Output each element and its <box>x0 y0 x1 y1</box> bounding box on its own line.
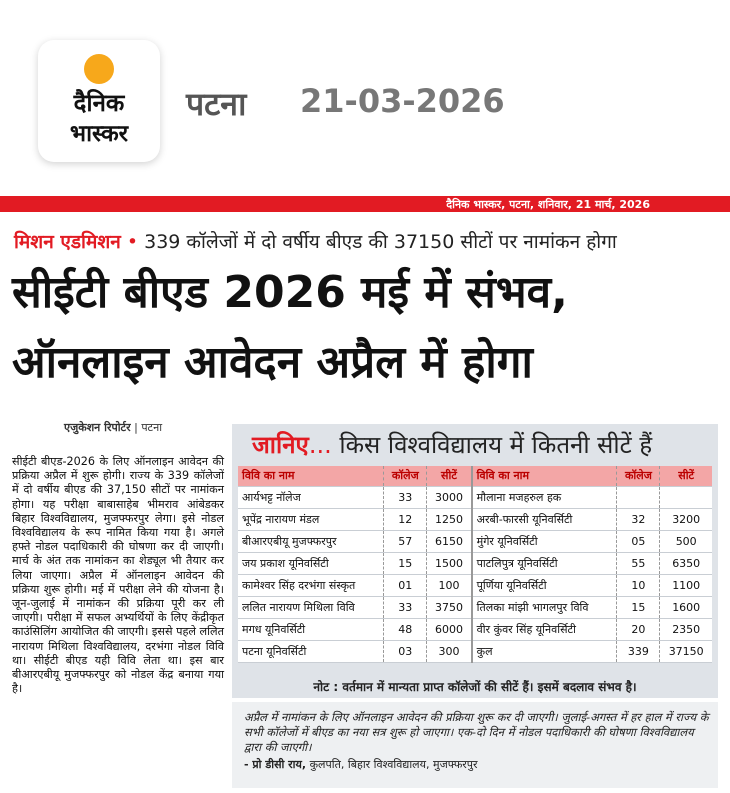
logo-text-line1: दैनिक <box>73 88 125 117</box>
table-row-cell: 1500 <box>427 552 472 574</box>
table-row <box>238 596 712 618</box>
box-title <box>252 428 652 461</box>
table-header-row-cell: कॉलेज <box>617 466 660 486</box>
quote-designation: कुलपति, बिहार विश्वविद्यालय, मुजफ्फरपुर <box>306 758 478 771</box>
table-row-cell: 3200 <box>660 508 712 530</box>
table-row-cell: अरबी-फारसी यूनिवर्सिटी <box>472 508 617 530</box>
table-header-row <box>238 466 712 486</box>
table-row-cell: 500 <box>660 530 712 552</box>
table-row <box>238 574 712 596</box>
page-strip <box>0 196 730 212</box>
box-title-dots: ... <box>308 431 332 459</box>
table-row-cell: 15 <box>617 596 660 618</box>
table-row-cell <box>617 486 660 508</box>
headline-line2: ऑनलाइन आवेदन अप्रैल में होगा <box>12 337 533 388</box>
table-row-cell: 3000 <box>427 486 472 508</box>
table-row <box>238 552 712 574</box>
table-row-cell: 1250 <box>427 508 472 530</box>
table-row-cell: 20 <box>617 618 660 640</box>
table-row-cell: आर्यभट्ट नॉलेज <box>238 486 384 508</box>
table-row-cell: पूर्णिया यूनिवर्सिटी <box>472 574 617 596</box>
table-row <box>238 618 712 640</box>
quote-citation <box>244 757 710 772</box>
table-row-cell: 01 <box>384 574 427 596</box>
kicker <box>14 228 617 254</box>
byline-name: एजुकेशन रिपोर्टर <box>64 421 131 434</box>
table-note: नोट : वर्तमान में मान्यता प्राप्त कॉलेजों की सीटें हैं। इसमें बदलाव संभव है। <box>313 680 637 694</box>
table-row-cell: 10 <box>617 574 660 596</box>
table-row-cell: बीआरएबीयू मुजफ्फरपुर <box>238 530 384 552</box>
quote-text: अप्रैल में नामांकन के लिए ऑनलाइन आवेदन की प्रक्रिया शुरू कर दी जाएगी। जुलाई-अगस्त में हर हाल में राज्य के सभी कॉलेजों में बीएड का नया सत्र शुरू हो जाएगा। एक-दो दिन में नोडल पदाधिकारी की घोषणा विश्वविद्यालय द्वारा की जाएगी। <box>244 710 709 754</box>
table-row-cell: तिलका मांझी भागलपुर विवि <box>472 596 617 618</box>
table-row-cell: कामेश्वर सिंह दरभंगा संस्कृत <box>238 574 384 596</box>
quote-author: - प्रो डीसी राय, <box>244 758 307 771</box>
headline-line1: सीईटी बीएड 2026 मई में संभव, <box>12 267 568 318</box>
table-row-cell: ललित नारायण मिथिला विवि <box>238 596 384 618</box>
kicker-label: मिशन एडमिशन <box>14 231 121 253</box>
app-header <box>0 0 730 190</box>
table-header-row-cell: सीटें <box>660 466 712 486</box>
table-row-cell: 6350 <box>660 552 712 574</box>
article-body: सीईटी बीएड-2026 के लिए ऑनलाइन आवेदन की प्रक्रिया अप्रैल में शुरू होगी। राज्य के 339 कॉलेजों में दो वर्षीय बीएड की 37,150 सीटों पर नामांकन होगा। यह परीक्षा बाबासाहेब भीमराव आंबेडकर बिहार विश्वविद्यालय, मुजफ्फरपुर लेगा। इसे नोडल विश्वविद्यालय के रूप नामित किया गया है। अगले हफ्ते नोडल पदाधिकारी की घोषणा कर दी जाएगी। मार्च के अंत तक नामांकन का शेड्यूल भी तैयार कर लिया जाएगा। अप्रैल में ऑनलाइन आवेदन की प्रक्रिया शुरू होगी। मई में परीक्षा लेने की योजना है। जून-जुलाई में नामांकन की प्रक्रिया पूरी कर ली जाएगी। परीक्षा में सफल अभ्यर्थियों के लिए केंद्रीकृत काउंसिलिंग आयोजित की जाएगी। इससे पहले ललित नारायण मिथिला विश्वविद्यालय, दरभंगा नोडल विवि था। सीईटी बीएड यही विवि लेता था। इस बार बीआरएबीयू मुजफ्फरपुर को नोडल केंद्र बनाया गया है। <box>12 455 224 696</box>
table-row <box>238 486 712 508</box>
table-row-cell: 33 <box>384 486 427 508</box>
table-row-cell: मुंगेर यूनिवर्सिटी <box>472 530 617 552</box>
table-row <box>238 530 712 552</box>
table-row-cell <box>660 486 712 508</box>
table-row-cell: 12 <box>384 508 427 530</box>
kicker-dot: • <box>126 231 139 253</box>
logo-text-line2: भास्कर <box>69 120 129 147</box>
table-row <box>238 640 712 662</box>
table-header-row-cell: विवि का नाम <box>238 466 384 486</box>
table-row-cell: 32 <box>617 508 660 530</box>
seats-table <box>238 466 712 663</box>
table-row-cell: 37150 <box>660 640 712 662</box>
table-row-cell: 339 <box>617 640 660 662</box>
edition-date: 21-03-2026 <box>300 82 505 120</box>
table-row-cell: 48 <box>384 618 427 640</box>
table-row <box>238 508 712 530</box>
table-row-cell: 05 <box>617 530 660 552</box>
table-header-row-cell: सीटें <box>427 466 472 486</box>
table-row-cell: वीर कुंवर सिंह यूनिवर्सिटी <box>472 618 617 640</box>
kicker-text: 339 कॉलेजों में दो वर्षीय बीएड की 37150 सीटों पर नामांकन होगा <box>144 231 617 253</box>
table-row-cell: 1100 <box>660 574 712 596</box>
box-title-text: किस विश्वविद्यालय में कितनी सीटें हैं <box>331 431 653 459</box>
vc-quote <box>232 702 718 788</box>
table-row-cell: 1600 <box>660 596 712 618</box>
table-header-row-cell: कॉलेज <box>384 466 427 486</box>
box-title-highlight: जानिए <box>252 431 309 459</box>
table-row-cell: जय प्रकाश यूनिवर्सिटी <box>238 552 384 574</box>
table-header-row-cell: विवि का नाम <box>472 466 617 486</box>
seats-info-box <box>232 424 718 698</box>
table-row-cell: कुल <box>472 640 617 662</box>
table-row-cell: भूपेंद्र नारायण मंडल <box>238 508 384 530</box>
table-row-cell: 03 <box>384 640 427 662</box>
table-row-cell: 33 <box>384 596 427 618</box>
sun-logo-icon <box>84 54 114 84</box>
table-row-cell: पाटलिपुत्र यूनिवर्सिटी <box>472 552 617 574</box>
table-row-cell: 15 <box>384 552 427 574</box>
table-row-cell: मगध यूनिवर्सिटी <box>238 618 384 640</box>
table-row-cell: 6150 <box>427 530 472 552</box>
table-row-cell: 3750 <box>427 596 472 618</box>
table-row-cell: 6000 <box>427 618 472 640</box>
table-row-cell: 300 <box>427 640 472 662</box>
table-row-cell: 2350 <box>660 618 712 640</box>
table-row-cell: 55 <box>617 552 660 574</box>
edition-city: पटना <box>186 85 247 123</box>
table-row-cell: 100 <box>427 574 472 596</box>
dainik-bhaskar-logo[interactable] <box>38 40 160 162</box>
table-row-cell: पटना यूनिवर्सिटी <box>238 640 384 662</box>
byline: एजुकेशन रिपोर्टर | पटना <box>64 421 163 434</box>
table-row-cell: 57 <box>384 530 427 552</box>
byline-city: पटना <box>141 421 163 434</box>
strip-text: दैनिक भास्कर, पटना, शनिवार, 21 मार्च, 2026 <box>446 198 650 211</box>
table-row-cell: मौलाना मजहरुल हक <box>472 486 617 508</box>
